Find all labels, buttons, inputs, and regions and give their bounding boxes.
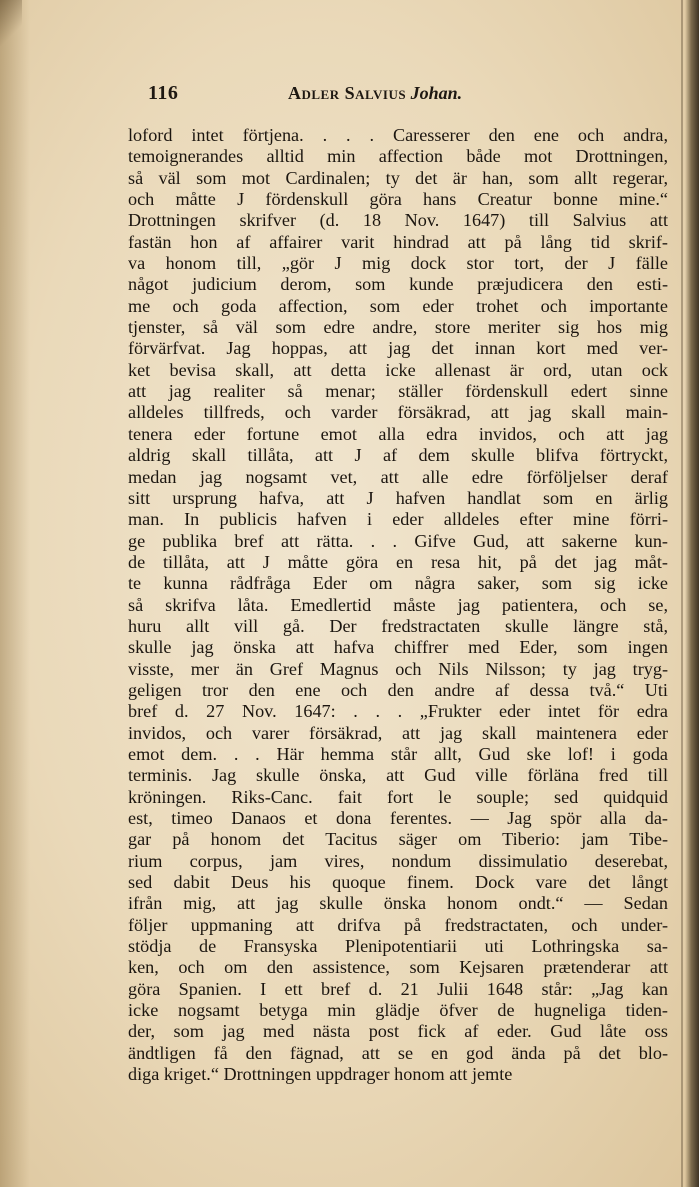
text-line: geligen tror den ene och den andre af dessa två.“ Uti [128,679,668,700]
text-line: så skrifva låta. Emedlertid måste jag patientera, och se, [128,594,668,615]
text-line: rium corpus, jam vires, nondum dissimulatio deserebat, [128,850,668,871]
text-line: så väl som mot Cardinalen; ty det är han, som allt regerar, [128,167,668,188]
text-line: huru allt vill gå. Der fredstractaten skulle längre stå, [128,615,668,636]
text-line: Drottningen skrifver (d. 18 Nov. 1647) till Salvius att [128,210,668,231]
text-line: tjenster, så väl som edre andre, store meriter sig hos mig [128,317,668,338]
text-line: icke nogsamt betyga min glädje öfver de hugneliga tiden- [128,1000,668,1021]
text-line: loford intet förtjena. . . . Caresserer den ene och andra, [128,125,668,145]
text-line: stödja de Fransyska Plenipotentiarii uti Lothringska sa- [128,936,668,957]
text-line: visste, mer än Gref Magnus och Nils Nilsson; ty jag tryg- [128,658,668,679]
text-line: te kunna rådfråga Eder om några saker, som sig icke [128,573,668,594]
text-line: att jag realiter så menar; ställer fördenskull edert sinne [128,381,668,402]
text-line: kröningen. Riks-Canc. fait fort le souple; sed quidquid [128,786,668,807]
text-line: ifrån mig, att jag skulle önska honom ondt.“ — Sedan [128,893,668,914]
page-header [148,82,648,108]
text-line: och måtte J fördenskull göra hans Creatur bonne mine.“ [128,189,668,210]
running-head [288,83,462,104]
text-line: me och goda affection, som eder trohet och importante [128,295,668,316]
text-line: ge publika bref att rätta. . . Gifve Gud, att sakerne kun- [128,530,668,551]
text-line: terminis. Jag skulle önska, att Gud ville förläna fred till [128,765,668,786]
text-line: följer uppmaning att drifva på fredstractaten, och under- [128,914,668,935]
text-line: va honom till, „gör J mig dock stor tort, der J fälle [128,253,668,274]
text-line: est, timeo Danaos et dona ferentes. — Jag spör alla da- [128,808,668,828]
running-head-name: Adler Salvius [288,83,407,103]
text-line: der, som jag med nästa post fick af eder. Gud låte oss [128,1021,668,1042]
page-number: 116 [148,82,179,104]
text-line: skulle jag önska att hafva chiffrer med Eder, som ingen [128,637,668,658]
text-line: ket bevisa skall, att detta icke allenast är ord, utan ock [128,359,668,380]
text-line: man. In publicis hafven i eder alldeles efter mine förri- [128,509,668,530]
text-line: emot dem. . . Här hemma står allt, Gud ske lof! i goda [128,743,668,764]
text-line: sitt ursprung hafva, att J hafven handlat som en ärlig [128,487,668,508]
text-line: ändtligen få den fägnad, att se en god ända på det blo- [128,1042,668,1063]
page-gutter-shadow [0,0,30,1187]
page-edge-line [681,0,683,1187]
text-line: gar på honom det Tacitus säger om Tiberio: jam Tibe- [128,829,668,850]
text-line: medan jag nogsamt vet, att alle edre förföljelser deraf [128,466,668,487]
text-line: ken, och om den assistence, som Kejsaren prætenderar att [128,957,668,978]
page-corner-stain [0,0,22,46]
text-line: sed dabit Deus his quoque finem. Dock vare det långt [128,872,668,893]
text-line: aldrig skall tillåta, att J af dem skulle blifva förtryckt, [128,445,668,466]
running-head-given-name: Johan. [410,83,463,103]
page-right-edge [685,0,699,1187]
text-line: temoignerandes alltid min affection både mot Drottningen, [128,146,668,167]
text-line: förvärfvat. Jag hoppas, att jag det innan kort med ver- [128,338,668,359]
body-text [128,125,668,1085]
text-line: alldeles tillfreds, och varder försäkrad, att jag skall main- [128,402,668,423]
text-line: tenera eder fortune emot alla edra invidos, och att jag [128,423,668,444]
text-line: något judicium derom, som kunde præjudicera den esti- [128,274,668,295]
text-line: invidos, och varer försäkrad, att jag skall maintenera eder [128,722,668,743]
text-line: de tillåta, att J måtte göra en resa hit, på det jag måt- [128,551,668,572]
text-line: göra Spanien. I ett bref d. 21 Julii 1648 står: „Jag kan [128,978,668,999]
text-line: bref d. 27 Nov. 1647: . . . „Frukter eder intet för edra [128,701,668,722]
text-line: fastän hon af affairer varit hindrad att på lång tid skrif- [128,231,668,252]
text-line: diga kriget.“ Drottningen uppdrager honom att jemte [128,1064,513,1085]
